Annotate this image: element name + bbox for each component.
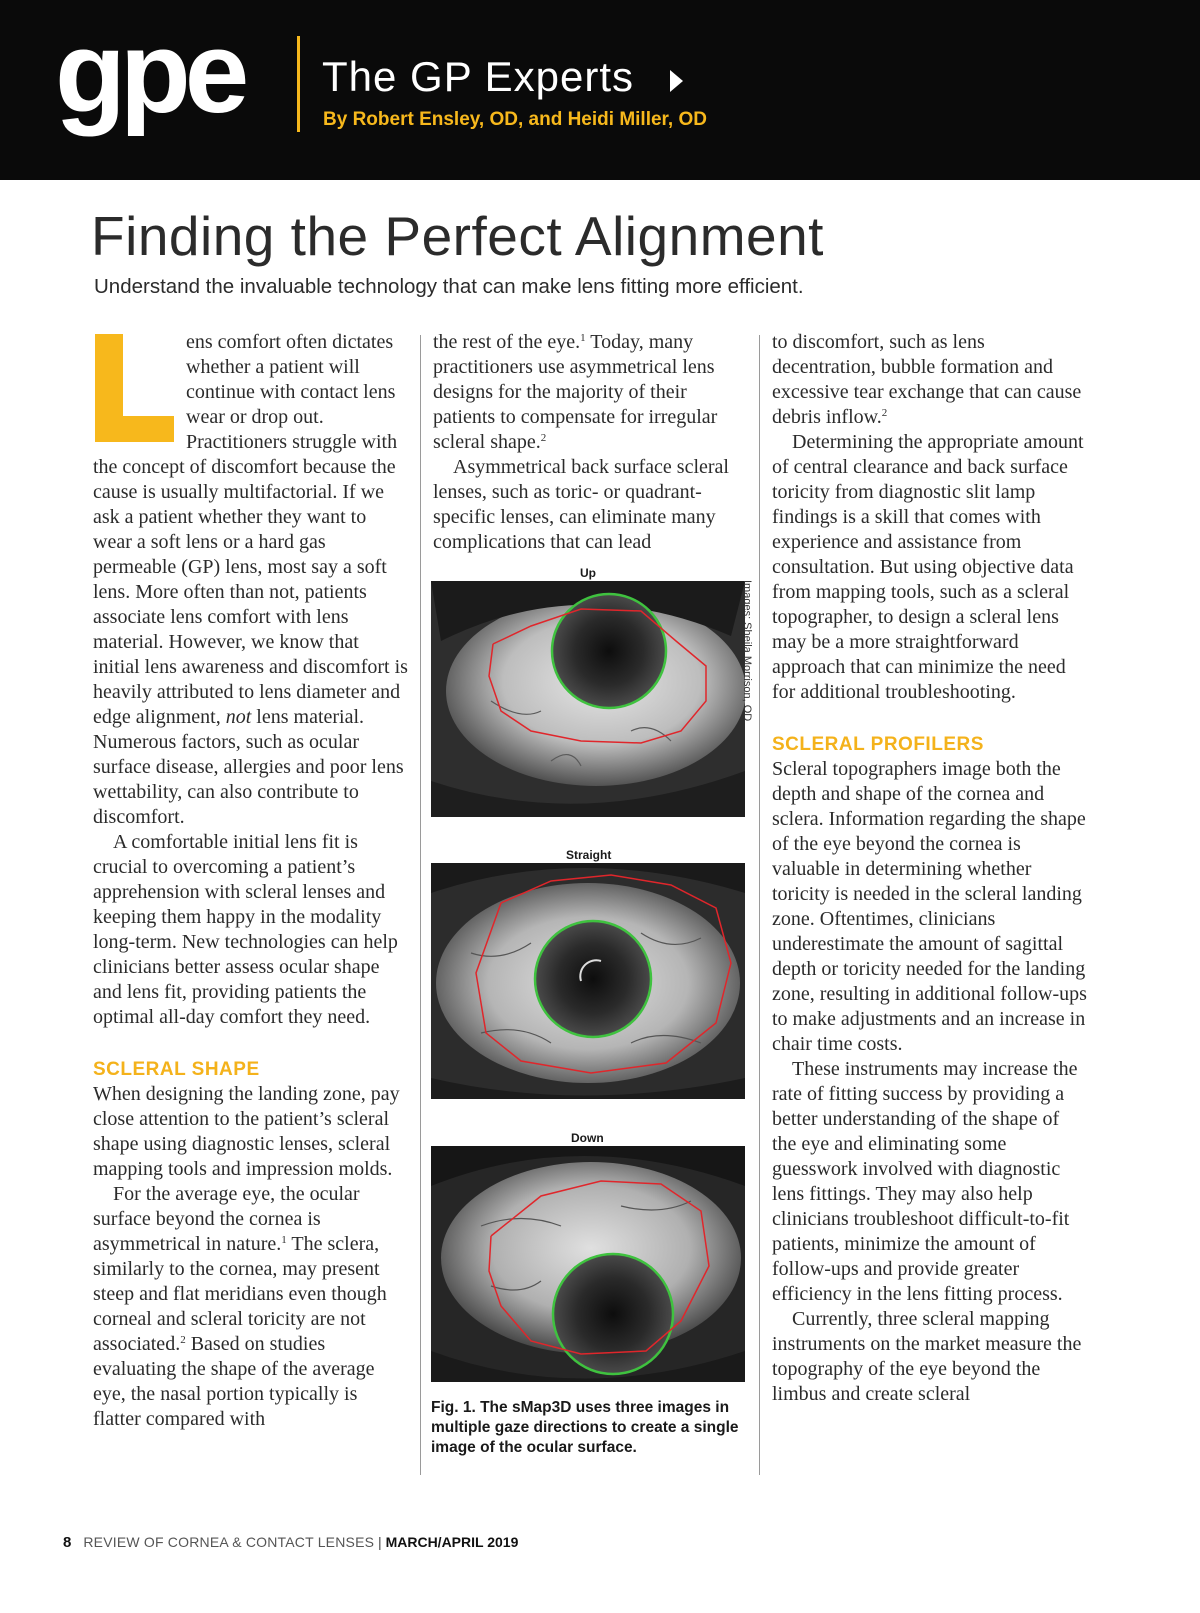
reference-marker: 1 [281, 1234, 287, 1246]
footer-separator: | [374, 1534, 386, 1550]
play-arrow-icon [670, 70, 683, 92]
series-title: The GP Experts [322, 53, 635, 100]
paragraph: ens comfort often dictates whether a patient will continue with contact lens wear or drop out. Practitioners struggle with the concept of discomfort because the cause is usually multifactorial. If we ask a patient whether they want to wear a soft lens or a hard gas permeable (GP) lens, most say a soft lens. More often than not, patients associate lens comfort with lens material. However, we know that initial lens awareness and discomfort is heavily attributed to lens diameter and edge alignment, not lens material. Numerous factors, such as ocular surface disease, allergies and poor lens wettability, can also contribute to discomfort. [93, 331, 408, 828]
byline: By Robert Ensley, OD, and Heidi Miller, OD [323, 109, 707, 130]
paragraph: Determining the appropriate amount of central clearance and back surface toricity from diagnostic slit lamp findings is a skill that comes with experience and assistance from consultation. But using objective data from mapping tools, such as a scleral topographer, to design a scleral lens may be a more straightforward approach that can minimize the need for additional troubleshooting. [772, 431, 1084, 703]
page-number: 8 [63, 1534, 72, 1551]
paragraph: These instruments may increase the rate of fitting success by providing a better understanding of the shape of the eye and eliminating some guesswork involved with diagnostic lens fittings. They may also help clinicians troubleshoot difficult-to-fit patients, minimize the amount of follow-ups and provide greater efficiency in the lens fitting process. [772, 1058, 1078, 1305]
logo-text: gpe [55, 28, 244, 137]
paragraph: When designing the landing zone, pay close attention to the patient’s scleral shape using diagnostic lenses, scleral mapping tools and impression molds. [93, 1083, 400, 1180]
eye-image-up [431, 581, 745, 817]
paragraph: For the average eye, the ocular surface beyond the cornea is asymmetrical in nature.$^1$ The sclera, similarly to the cornea, may present steep and flat meridians even though corneal and scleral toricity are not associated.$^2$ Based on studies evaluating the shape of the average eye, the nasal portion typically is flatter compared with [93, 1183, 387, 1430]
figure-caption: Fig. 1. The sMap3D uses three images in multiple gaze directions to create a single image of the ocular surface. [431, 1399, 739, 1456]
drop-cap-l [93, 332, 176, 444]
section-heading-scleral-profilers: SCLERAL PROFILERS [772, 734, 984, 755]
page-footer [63, 1534, 518, 1551]
figure-label-down: Down [571, 1131, 604, 1145]
reference-marker: 2 [180, 1334, 186, 1346]
column-1 [93, 330, 408, 1432]
paragraph: to discomfort, such as lens decentration, bubble formation and excessive tear exchange that can cause debris inflow.$^2$ [772, 331, 1082, 428]
article-headline: Finding the Perfect Alignment [91, 205, 824, 267]
paragraph: Asymmetrical back surface scleral lenses, such as toric- or quadrant-specific lenses, can eliminate many complications that can lead [433, 456, 729, 553]
eye-image-straight [431, 863, 745, 1099]
masthead-band [0, 0, 1200, 180]
reference-marker: 2 [540, 432, 547, 444]
eye-photo [431, 581, 745, 817]
paragraph: A comfortable initial lens fit is crucial to overcoming a patient’s apprehension with scleral lenses and keeping them happy in the modality long-term. New technologies can help clinicians better assess ocular shape and lens fit, providing patients the optimal all-day comfort they need. [93, 831, 398, 1028]
reference-marker: 2 [881, 407, 888, 419]
section-heading-scleral-shape: SCLERAL SHAPE [93, 1059, 260, 1080]
gpe-logo [55, 28, 287, 148]
header-divider [297, 36, 300, 132]
journal-name: REVIEW OF CORNEA & CONTACT LENSES [83, 1534, 375, 1550]
article-deck: Understand the invaluable technology that can make lens fitting more efficient. [94, 275, 804, 298]
column-rule [420, 335, 421, 1475]
eye-photo [431, 1146, 745, 1382]
column-rule [759, 335, 760, 1475]
issue-date: MARCH/APRIL 2019 [385, 1534, 519, 1550]
eye-photo [431, 863, 745, 1099]
paragraph: Currently, three scleral mapping instruments on the market measure the topography of the eye beyond the limbus and create scleral [772, 1308, 1082, 1405]
column-2 [433, 330, 746, 555]
image-credit: Images: Sheila Morrison, OD [741, 580, 753, 722]
figure-label-up: Up [580, 566, 596, 580]
reference-marker: 1 [580, 332, 586, 344]
paragraph: the rest of the eye.$^1$ Today, many practitioners use asymmetrical lens designs for the majority of their patients to compensate for irregular scleral shape.$^2$ [433, 331, 718, 453]
figure-label-straight: Straight [566, 848, 612, 862]
eye-image-down [431, 1146, 745, 1382]
column-3 [772, 330, 1087, 1407]
paragraph: Scleral topographers image both the depth and shape of the cornea and sclera. Information regarding the shape of the eye beyond the cornea is valuable in determining whether toricity is needed in the scleral landing zone. Oftentimes, clinicians underestimate the amount of sagittal depth or toricity needed for the landing zone, resulting in additional follow-ups to make adjustments and an increase in chair time costs. [772, 758, 1087, 1055]
